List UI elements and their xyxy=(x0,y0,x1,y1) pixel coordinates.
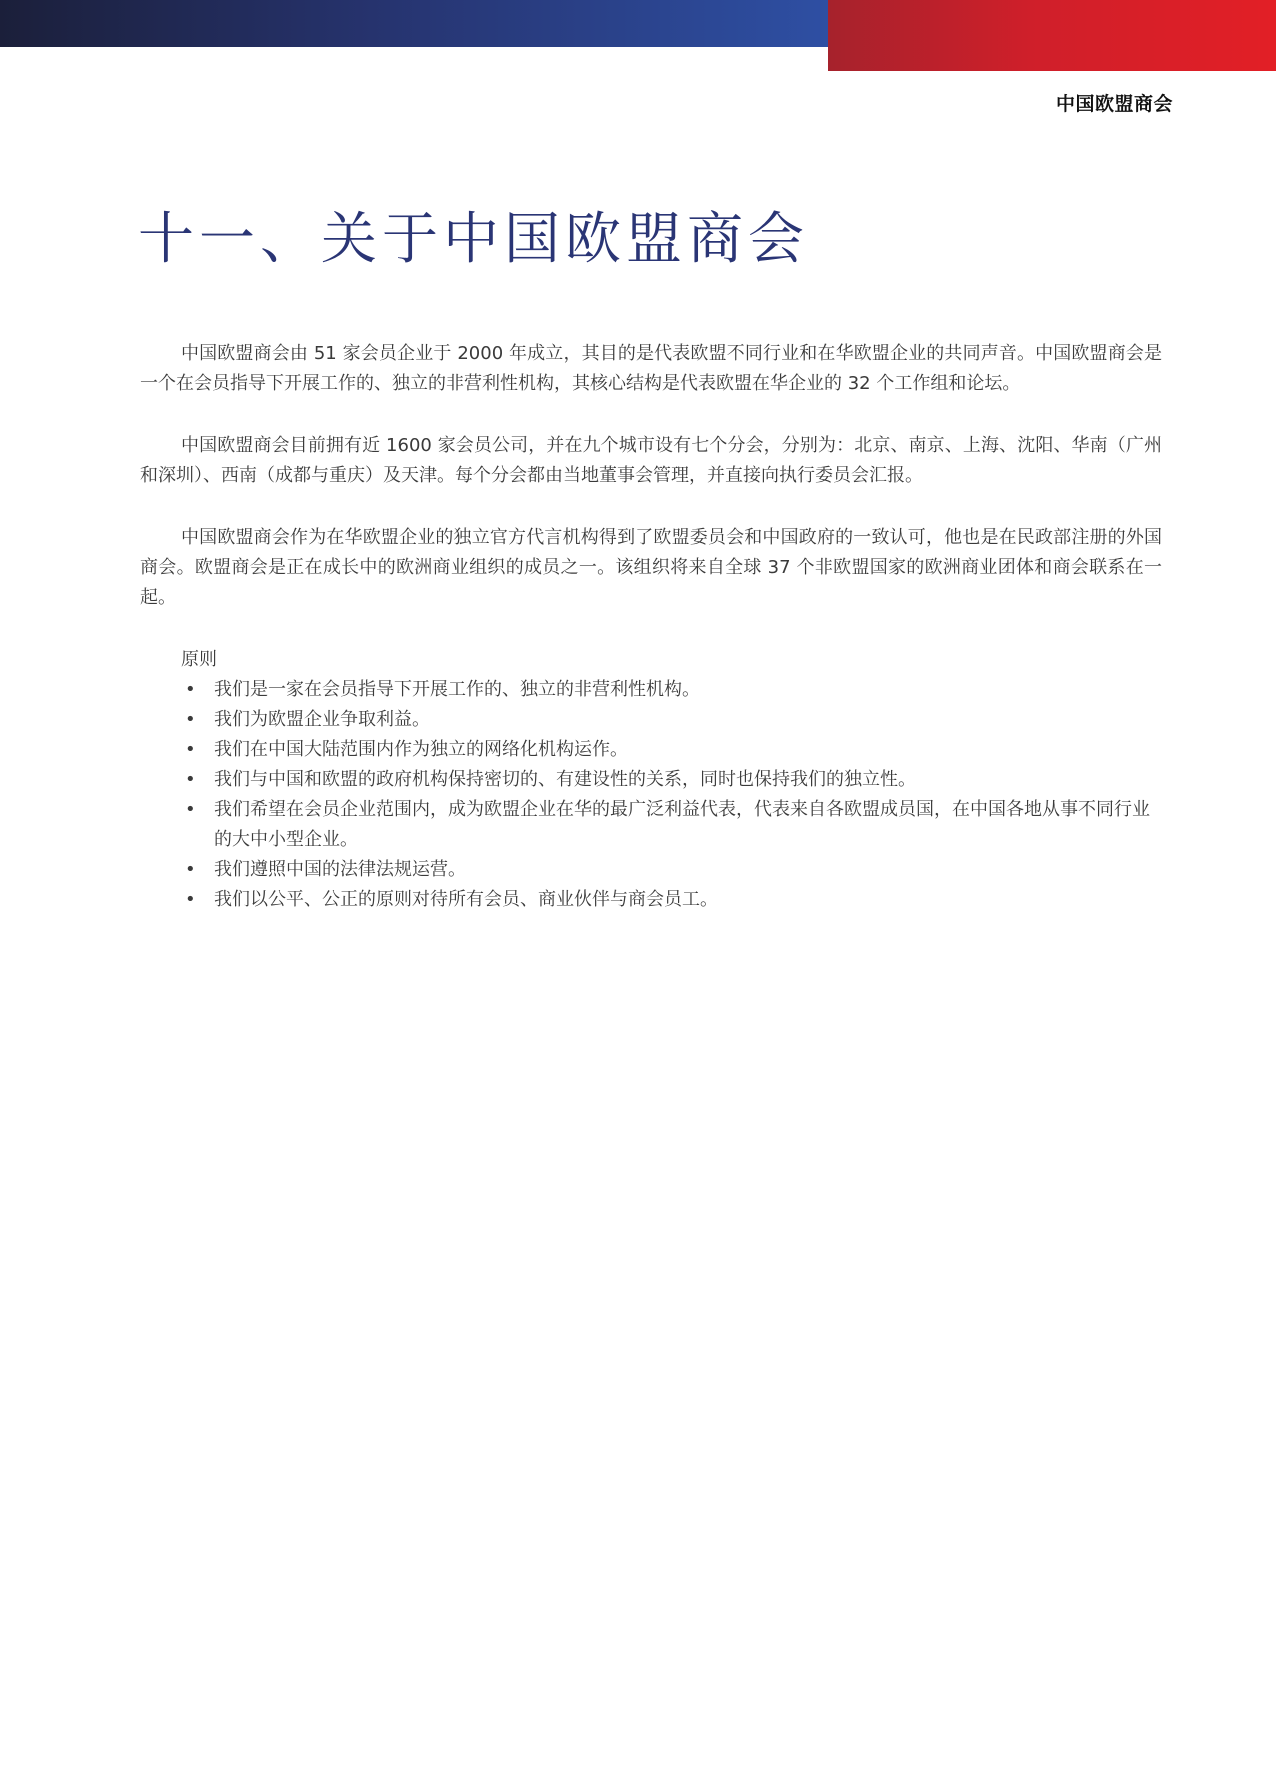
list-item-text: 我们遵照中国的法律法规运营。 xyxy=(214,859,466,880)
list-item xyxy=(140,675,1154,705)
principles-section xyxy=(140,645,1162,915)
list-item-text: 我们为欧盟企业争取利益。 xyxy=(214,709,430,730)
header-org-name: 中国欧盟商会 xyxy=(1055,93,1173,115)
header-band-red xyxy=(828,0,1276,71)
bullet-icon: • xyxy=(185,679,196,700)
list-item xyxy=(140,765,1154,795)
list-item xyxy=(140,855,1154,885)
bullet-icon: • xyxy=(185,859,196,880)
list-item xyxy=(140,885,1154,915)
list-item-text: 我们希望在会员企业范围内，成为欧盟企业在华的最广泛利益代表，代表来自各欧盟成员国，在中国各地从事不同行业的大中小型企业。 xyxy=(214,799,1150,850)
header-band-blue xyxy=(0,0,828,47)
list-item xyxy=(140,795,1154,855)
bullet-icon: • xyxy=(185,769,196,790)
list-item xyxy=(140,735,1154,765)
paragraph-recognition: 中国欧盟商会作为在华欧盟企业的独立官方代言机构得到了欧盟委员会和中国政府的一致认可，他也是在民政部注册的外国商会。欧盟商会是正在成长中的欧洲商业组织的成员之一。该组织将来自全球 37 个非欧盟国家的欧洲商业团体和商会联系在一起。 xyxy=(140,527,1162,608)
main-content xyxy=(140,339,1162,915)
list-item-text: 我们与中国和欧盟的政府机构保持密切的、有建设性的关系，同时也保持我们的独立性。 xyxy=(214,769,916,790)
page-title: 十一、关于中国欧盟商会 xyxy=(138,207,809,272)
principles-heading: 原则 xyxy=(181,649,217,670)
list-item xyxy=(140,705,1154,735)
bullet-icon: • xyxy=(185,889,196,910)
paragraph-members: 中国欧盟商会目前拥有近 1600 家会员公司，并在九个城市设有七个分会，分别为：北京、南京、上海、沈阳、华南（广州和深圳）、西南（成都与重庆）及天津。每个分会都由当地董事会管理，并直接向执行委员会汇报。 xyxy=(140,435,1162,486)
list-item-text: 我们在中国大陆范围内作为独立的网络化机构运作。 xyxy=(214,739,628,760)
bullet-icon: • xyxy=(185,739,196,760)
principles-list xyxy=(140,675,1162,915)
bullet-icon: • xyxy=(185,799,196,820)
list-item-text: 我们以公平、公正的原则对待所有会员、商业伙伴与商会员工。 xyxy=(214,889,718,910)
bullet-icon: • xyxy=(185,709,196,730)
paragraph-founding: 中国欧盟商会由 51 家会员企业于 2000 年成立，其目的是代表欧盟不同行业和在华欧盟企业的共同声音。中国欧盟商会是一个在会员指导下开展工作的、独立的非营利性机构，其核心结构是代表欧盟在华企业的 32 个工作组和论坛。 xyxy=(140,343,1162,394)
list-item-text: 我们是一家在会员指导下开展工作的、独立的非营利性机构。 xyxy=(214,679,700,700)
